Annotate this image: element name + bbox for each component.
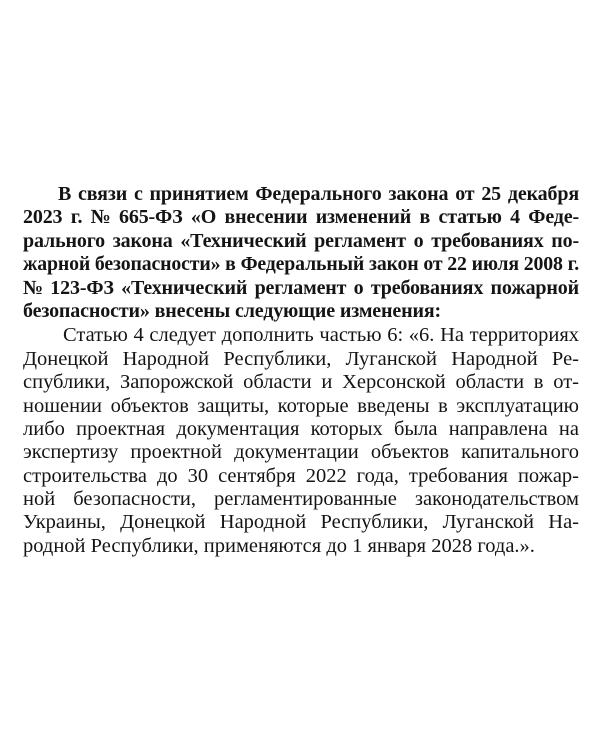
intro-line: рального закона «Технический регламент о требованиях по-	[23, 229, 579, 252]
amendment-paragraph	[23, 324, 579, 558]
amendment-line: строительства до 30 сентября 2022 года, требования пожар-	[23, 464, 579, 487]
amendment-line: Донецкой Народной Республики, Луганской Народной Ре-	[23, 347, 579, 370]
amendment-line: ношении объектов защиты, которые введены в эксплуатацию	[23, 394, 579, 417]
amendment-line: родной Республики, применяются до 1 января 2028 года.».	[23, 534, 535, 557]
intro-line: жарной безопасности» в Федеральный закон от 22 июля 2008 г.	[23, 253, 579, 276]
amendment-line: Статью 4 следует дополнить частью 6: «6. На территориях	[63, 324, 579, 347]
amendment-line: ной безопасности, регламентированные законодательством	[23, 488, 579, 511]
amendment-line: либо проектная документация которых была направлена на	[23, 417, 579, 440]
intro-line: 2023 г. № 665-ФЗ «О внесении изменений в статью 4 Феде-	[23, 206, 579, 229]
intro-line: безопасности» внесены следующие изменения:	[23, 299, 442, 322]
amendment-line: экспертизу проектной документации объектов капитального	[23, 441, 579, 464]
amendment-line: спублики, Запорожской области и Херсонской области в от-	[23, 371, 579, 394]
document-text	[23, 183, 579, 558]
amendment-line: Украины, Донецкой Народной Республики, Луганской На-	[23, 511, 579, 534]
intro-line: В связи с принятием Федерального закона от 25 декабря	[58, 183, 579, 205]
intro-line: № 123-ФЗ «Технический регламент о требованиях пожарной	[23, 276, 579, 299]
intro-paragraph	[23, 183, 579, 323]
